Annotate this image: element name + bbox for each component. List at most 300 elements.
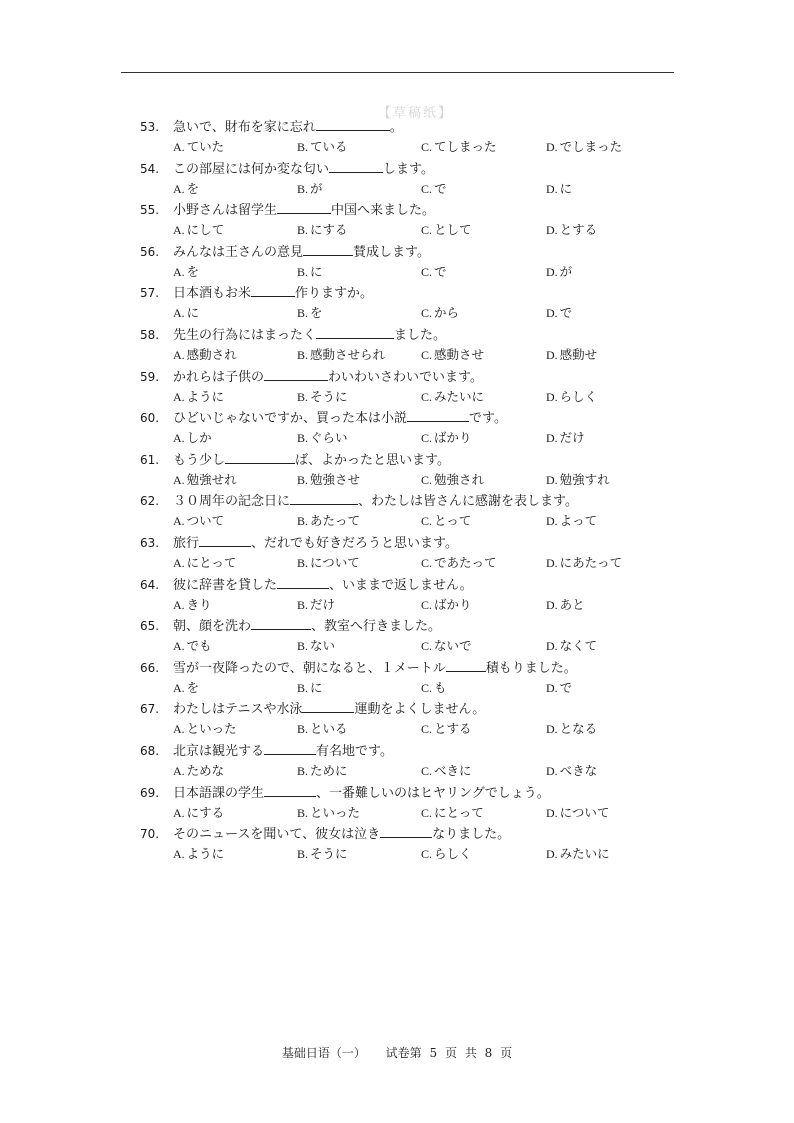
question (140, 615, 660, 657)
question-text-after: 積もりました。 (485, 660, 577, 676)
question-stem (140, 449, 660, 470)
option-c (421, 803, 484, 823)
options-row (140, 137, 660, 158)
option-letter: A. (173, 389, 185, 404)
option-text: といる (310, 721, 348, 737)
option-text: にする (186, 804, 225, 820)
option-text: べきな (559, 762, 598, 778)
option-d (546, 179, 572, 199)
options-row (140, 303, 660, 324)
option-letter: C. (421, 181, 433, 196)
option-text: で (559, 679, 573, 695)
footer-subject: 基础日语（一） (281, 1046, 366, 1060)
question-text-after: 賛成します。 (353, 244, 430, 260)
option-c (421, 636, 472, 656)
option-letter: D. (546, 347, 558, 362)
options-row (140, 179, 660, 200)
option-text: 勉強させ (310, 471, 361, 487)
option-c (421, 470, 484, 490)
option-letter: D. (546, 763, 558, 778)
answer-blank (277, 199, 331, 214)
options-row (140, 511, 660, 532)
option-text: ていた (186, 139, 225, 154)
question-number: 58. (140, 327, 160, 342)
options-row (140, 470, 660, 491)
option-text: 感動され (186, 346, 237, 362)
option-text: について (559, 804, 610, 820)
option-text: から (434, 305, 460, 321)
option-text: とって (434, 513, 472, 529)
option-letter: B. (297, 223, 309, 238)
question (140, 366, 660, 408)
question (140, 116, 660, 158)
option-letter: C. (421, 389, 433, 404)
option-b (297, 470, 360, 490)
answer-blank (446, 657, 486, 672)
option-c (421, 303, 459, 323)
option-d (546, 553, 622, 573)
answer-blank (199, 532, 251, 547)
options-row (140, 428, 660, 449)
option-letter: A. (173, 140, 185, 154)
answer-blank (277, 574, 329, 589)
option-letter: D. (546, 639, 558, 654)
option-letter: B. (297, 389, 309, 404)
option-text: 勉強され (434, 471, 485, 487)
option-letter: A. (173, 722, 185, 737)
question-text-after: 、わたしは皆さんに感謝を表します。 (358, 494, 578, 510)
question-stem (140, 615, 660, 636)
option-letter: B. (297, 722, 309, 737)
question-text-before: 朝、顔を洗わ (173, 619, 252, 635)
option-letter: B. (297, 763, 309, 778)
option-d (546, 636, 597, 656)
option-letter: C. (421, 680, 433, 695)
option-b (297, 636, 335, 656)
options-row (140, 678, 660, 699)
question-stem (140, 241, 660, 262)
option-text: だけ (310, 596, 336, 612)
question-text-before: かれらは子供の (173, 369, 265, 385)
question-number: 53. (140, 120, 160, 134)
option-c (421, 262, 447, 282)
option-letter: D. (546, 181, 558, 196)
question-number: 57. (140, 286, 160, 301)
question-text-after: 有名地です。 (316, 743, 393, 759)
question-text-after: ば、よかったと思います。 (295, 452, 450, 468)
option-c (421, 719, 472, 739)
question (140, 449, 660, 491)
question-text-before: 急いで、財布を家に忘れ (173, 120, 316, 135)
option-text: らしく (434, 846, 472, 862)
option-d (546, 137, 622, 157)
option-letter: B. (297, 639, 309, 654)
option-text: 勉強すれ (559, 471, 610, 487)
question (140, 657, 660, 699)
option-letter: B. (297, 264, 309, 279)
option-letter: C. (421, 805, 433, 820)
header-rule (121, 72, 674, 73)
question-stem (140, 574, 660, 595)
answer-blank (264, 366, 328, 381)
options-row (140, 595, 660, 616)
question-number: 69. (140, 785, 160, 800)
question-number: 55. (140, 203, 160, 218)
option-b (297, 262, 323, 282)
draft-stamp: 【草稿纸】 (378, 106, 454, 121)
question-number: 66. (140, 660, 160, 675)
option-letter: B. (297, 181, 309, 196)
option-d (546, 345, 597, 365)
question-text-before: 日本酒もお米 (173, 286, 252, 302)
option-letter: B. (297, 555, 309, 570)
option-d (546, 595, 585, 615)
question-number: 63. (140, 535, 160, 550)
option-text: ない (310, 638, 336, 654)
question-text-after: なりました。 (432, 827, 511, 843)
option-c (421, 553, 497, 573)
option-letter: B. (297, 805, 309, 820)
option-d (546, 262, 572, 282)
option-text: に (310, 263, 323, 279)
option-letter: C. (421, 140, 433, 154)
question-text-before: もう少し (173, 452, 226, 468)
option-letter: D. (546, 847, 558, 862)
option-c (421, 678, 447, 698)
option-letter: D. (546, 306, 558, 321)
option-letter: B. (297, 140, 309, 154)
option-text: ばかり (434, 430, 472, 446)
option-a (173, 553, 236, 573)
option-a (173, 761, 224, 781)
option-text: とする (559, 222, 598, 238)
question-text-before: 小野さんは留学生 (173, 203, 278, 219)
question (140, 490, 660, 532)
option-b (297, 844, 348, 864)
option-a (173, 262, 199, 282)
option-text: しか (186, 430, 212, 446)
question-stem (140, 158, 660, 179)
option-b (297, 719, 348, 739)
question-text-after: 作りますか。 (295, 286, 374, 302)
footer-total-num: 8 (484, 1046, 493, 1060)
option-text: が (310, 180, 323, 196)
option-text: あと (559, 596, 585, 612)
options-row (140, 803, 660, 824)
option-text: に (310, 679, 323, 695)
option-a (173, 595, 212, 615)
option-text: なくて (559, 638, 598, 654)
option-a (173, 387, 224, 407)
footer-total-unit: 页 (500, 1046, 513, 1060)
option-letter: A. (173, 264, 185, 279)
option-letter: D. (546, 472, 558, 487)
footer-page-num: 5 (429, 1046, 438, 1060)
option-text: でも (186, 638, 212, 654)
question-number: 68. (140, 743, 160, 758)
answer-blank (225, 449, 295, 464)
question (140, 698, 660, 740)
options-row (140, 844, 660, 865)
question-text-before: 雪が一夜降ったので、朝になると、１メートル (173, 660, 446, 676)
option-d (546, 761, 597, 781)
answer-blank (380, 823, 432, 838)
option-letter: D. (546, 140, 558, 154)
option-d (546, 387, 597, 407)
question-text-before: 日本語課の学生 (173, 785, 265, 801)
question (140, 823, 660, 865)
option-b (297, 345, 385, 365)
question-text-after: です。 (469, 411, 507, 427)
option-d (546, 220, 597, 240)
option-text: について (310, 554, 360, 570)
option-d (546, 303, 572, 323)
option-b (297, 428, 348, 448)
answer-blank (302, 698, 354, 713)
option-letter: A. (173, 347, 185, 362)
option-b (297, 220, 348, 240)
option-d (546, 719, 597, 739)
option-a (173, 511, 224, 531)
option-text: 感動させ (434, 346, 485, 362)
option-b (297, 761, 348, 781)
question-stem (140, 324, 660, 345)
option-text: ために (310, 762, 348, 778)
option-letter: D. (546, 223, 558, 238)
page-footer (0, 1044, 794, 1061)
options-row (140, 220, 660, 241)
question (140, 574, 660, 616)
answer-blank (329, 158, 383, 173)
options-row (140, 262, 660, 283)
option-text: ぐらい (310, 430, 348, 446)
option-a (173, 803, 224, 823)
option-letter: C. (421, 431, 433, 446)
option-d (546, 803, 609, 823)
option-letter: D. (546, 555, 558, 570)
question-text-after: 、だれでも好きだろうと思います。 (251, 535, 458, 551)
option-text: とする (434, 721, 472, 737)
option-a (173, 179, 199, 199)
option-c (421, 137, 497, 157)
option-text: ように (186, 846, 225, 862)
option-text: らしく (559, 388, 598, 404)
option-a (173, 844, 224, 864)
options-row (140, 345, 660, 366)
option-text: そうに (310, 846, 348, 862)
option-a (173, 303, 199, 323)
option-text: だけ (559, 430, 585, 446)
question-stem (140, 740, 660, 761)
option-letter: A. (173, 472, 185, 487)
answer-blank (264, 740, 316, 755)
option-text: で (559, 305, 573, 321)
option-letter: A. (173, 805, 185, 820)
question (140, 282, 660, 324)
option-letter: A. (173, 181, 185, 196)
options-row (140, 719, 660, 740)
option-d (546, 470, 610, 490)
option-a (173, 345, 237, 365)
option-text: よって (559, 513, 598, 529)
option-letter: D. (546, 597, 558, 612)
options-row (140, 636, 660, 657)
option-letter: C. (421, 722, 433, 737)
question-stem (140, 782, 660, 803)
option-c (421, 595, 472, 615)
option-a (173, 636, 212, 656)
option-text: に (559, 180, 573, 196)
question-text-before: ひどいじゃないですか、買った本は小説 (173, 411, 408, 427)
option-b (297, 803, 360, 823)
answer-blank (251, 615, 311, 630)
option-b (297, 387, 348, 407)
question-stem (140, 698, 660, 719)
option-letter: B. (297, 847, 309, 862)
option-c (421, 345, 484, 365)
option-letter: B. (297, 431, 309, 446)
options-row (140, 387, 660, 408)
option-c (421, 844, 472, 864)
question (140, 199, 660, 241)
question-text-before: この部屋には何か変な匂い (173, 161, 330, 177)
option-letter: A. (173, 597, 185, 612)
option-d (546, 678, 572, 698)
question-text-before: ３０周年の記念日に (173, 494, 291, 510)
option-letter: B. (297, 597, 309, 612)
option-text: にあたって (559, 554, 623, 570)
option-b (297, 678, 323, 698)
option-b (297, 137, 348, 157)
option-a (173, 719, 237, 739)
answer-blank (316, 324, 394, 339)
option-letter: C. (421, 555, 433, 570)
option-text: となる (559, 721, 598, 737)
footer-page-label: 试卷第 (385, 1046, 422, 1060)
option-text: ないで (434, 638, 472, 654)
option-text: も (434, 679, 447, 695)
question-text-after: わいわいさわいでいます。 (328, 369, 483, 385)
option-b (297, 595, 335, 615)
question-number: 70. (140, 827, 160, 842)
option-letter: B. (297, 347, 309, 362)
option-letter: A. (173, 555, 185, 570)
question-number: 54. (140, 161, 160, 176)
option-d (546, 511, 597, 531)
question-stem (140, 490, 660, 511)
option-text: といった (186, 721, 237, 737)
option-text: で (434, 263, 447, 279)
option-text: であたって (434, 554, 497, 570)
option-text: あたって (310, 513, 361, 529)
option-b (297, 179, 323, 199)
option-text: にとって (434, 804, 484, 820)
option-letter: D. (546, 264, 558, 279)
option-letter: D. (546, 722, 558, 737)
question-text-after: ました。 (394, 327, 447, 343)
question-stem (140, 657, 660, 678)
option-letter: A. (173, 680, 185, 695)
question-text-before: 北京は観光する (173, 743, 265, 759)
option-text: を (186, 180, 200, 196)
option-text: てしまった (434, 139, 497, 154)
question-text-before: わたしはテニスや水泳 (173, 702, 303, 718)
question (140, 241, 660, 283)
question (140, 324, 660, 366)
question-text-after: 、一番難しいのはヒヤリングでしょう。 (316, 785, 550, 801)
option-c (421, 220, 472, 240)
question-text-after: 、いままで返しません。 (329, 577, 473, 593)
question-text-after: 。 (389, 120, 403, 135)
option-letter: C. (421, 472, 433, 487)
option-c (421, 761, 472, 781)
option-letter: B. (297, 680, 309, 695)
option-letter: C. (421, 264, 433, 279)
option-text: にする (310, 222, 348, 238)
option-c (421, 428, 472, 448)
option-letter: C. (421, 639, 433, 654)
options-row (140, 553, 660, 574)
question (140, 782, 660, 824)
option-letter: D. (546, 389, 558, 404)
question-stem (140, 407, 660, 428)
question-number: 61. (140, 452, 160, 467)
option-b (297, 303, 323, 323)
option-text: ように (186, 388, 225, 404)
option-letter: B. (297, 472, 309, 487)
question-number: 60. (140, 411, 160, 426)
question-stem (140, 199, 660, 220)
question-text-after: します。 (383, 161, 434, 177)
question-number: 59. (140, 369, 160, 384)
option-letter: D. (546, 680, 558, 695)
option-letter: C. (421, 763, 433, 778)
question-stem (140, 532, 660, 553)
answer-blank (251, 282, 295, 297)
answer-blank (303, 241, 353, 256)
question-text-before: そのニュースを聞いて、彼女は泣き (173, 827, 381, 843)
option-text: そうに (310, 388, 348, 404)
option-a (173, 428, 212, 448)
option-letter: C. (421, 847, 433, 862)
question (140, 740, 660, 782)
option-text: ためな (186, 762, 225, 778)
question-text-before: 旅行 (173, 535, 200, 551)
option-text: 感動させられ (310, 346, 386, 362)
question (140, 407, 660, 449)
question-stem (140, 366, 660, 387)
option-text: にとって (186, 554, 237, 570)
option-text: を (186, 679, 200, 695)
answer-blank (316, 116, 390, 131)
option-text: ついて (186, 513, 225, 529)
option-letter: A. (173, 763, 185, 778)
answer-blank (407, 407, 469, 422)
option-letter: D. (546, 514, 558, 529)
option-letter: B. (297, 514, 309, 529)
options-row (140, 761, 660, 782)
option-a (173, 137, 224, 157)
option-text: で (434, 180, 447, 196)
question-text-before: 先生の行為にはまったく (173, 327, 317, 343)
option-text: きり (186, 596, 212, 612)
option-c (421, 179, 447, 199)
option-a (173, 220, 224, 240)
option-letter: A. (173, 306, 185, 321)
option-letter: A. (173, 514, 185, 529)
option-text: 勉強せれ (186, 471, 237, 487)
footer-page-unit: 页 (444, 1046, 457, 1060)
